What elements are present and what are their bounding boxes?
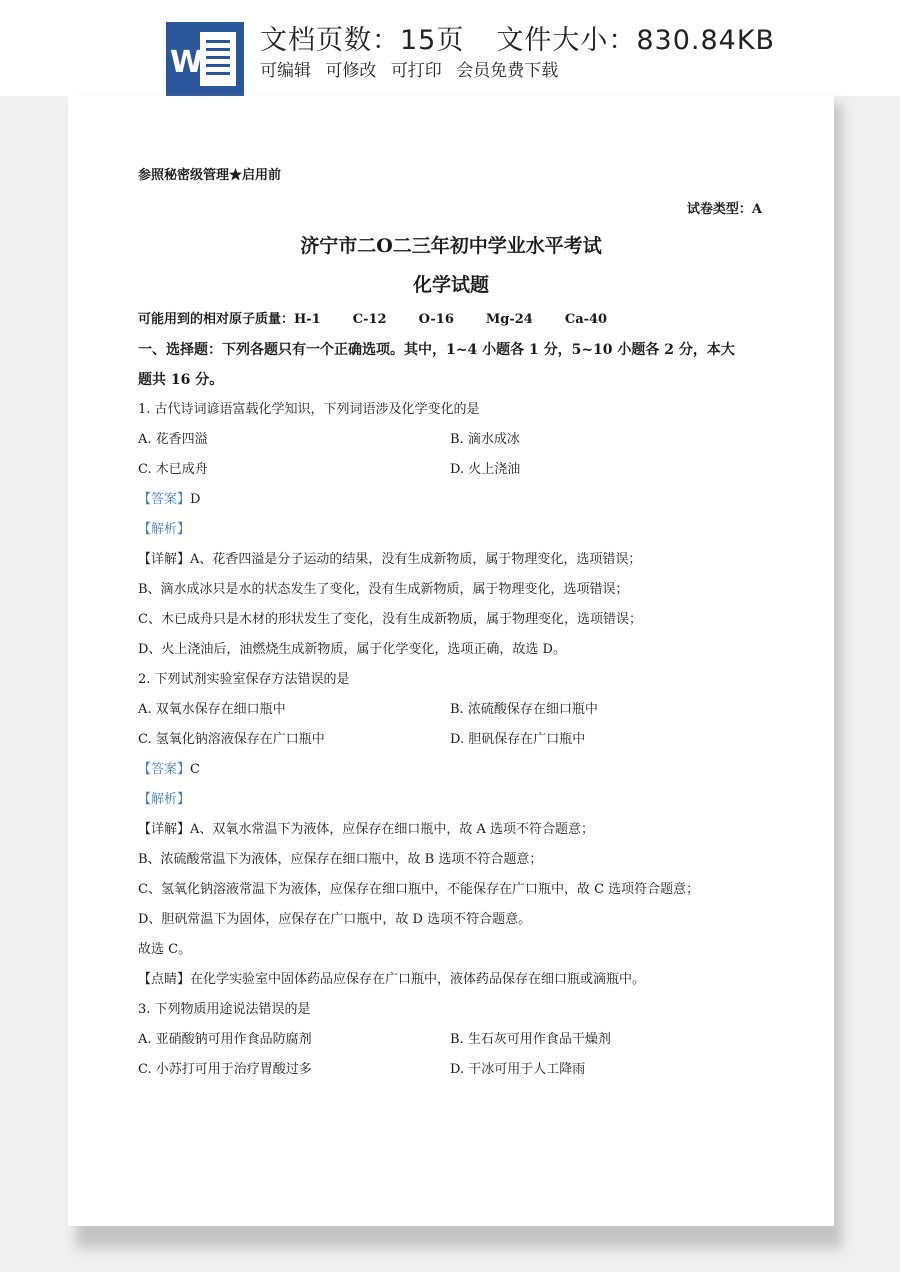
page-subtitle: 化学试题: [412, 274, 489, 296]
question-3-option-b: B. 生石灰可用作食品干燥剂: [450, 1032, 611, 1047]
question-2-option-d: D. 胆矾保存在广口瓶中: [450, 732, 586, 747]
question-1-option-a: A. 花香四溢: [138, 432, 208, 447]
feature-free-download: 会员免费下载: [456, 61, 559, 81]
answer-tag: 【答案】: [138, 492, 191, 507]
answer-value: C: [190, 762, 200, 777]
question-1-analysis-tag: 【解析】: [138, 522, 191, 537]
page-count: 文档页数：15页: [260, 25, 465, 56]
atomic-masses-label: 可能用到的相对原子质量：H-1: [138, 312, 321, 327]
security-level: 参照秘密级管理★启用前: [138, 168, 282, 183]
question-1-option-d: D. 火上浇油: [450, 462, 521, 477]
page-title: 济宁市二O二三年初中学业水平考试: [300, 235, 602, 257]
mass-mg: Mg-24: [485, 312, 533, 327]
atomic-masses: [138, 312, 607, 328]
question-3-option-c: C. 小苏打可用于治疗胃酸过多: [138, 1062, 312, 1077]
question-3-stem: 3. 下列物质用途说法错误的是: [138, 1002, 311, 1017]
download-banner: [0, 0, 900, 96]
mass-c: C-12: [352, 312, 387, 327]
file-info: [260, 18, 775, 57]
question-1-detail-1: [138, 552, 641, 568]
feature-editable: 可编辑: [260, 61, 311, 81]
question-2-option-a: A. 双氧水保存在细口瓶中: [138, 702, 286, 717]
question-3-option-a: A. 亚硝酸钠可用作食品防腐剂: [138, 1032, 312, 1047]
question-2-detail-4: D、胆矾常温下为固体，应保存在广口瓶中，故 D 选项不符合题意。: [138, 912, 532, 927]
file-size: 文件大小：830.84KB: [496, 25, 776, 56]
mass-ca: Ca-40: [564, 312, 608, 327]
question-1-answer: [138, 492, 200, 508]
detail-tag: 【详解】: [138, 552, 191, 567]
question-1-detail-3: C、木已成舟只是木材的形状发生了变化，没有生成新物质，属于物理变化，选项错误；: [138, 612, 642, 627]
question-2-option-b: B. 浓硫酸保存在细口瓶中: [450, 702, 598, 717]
question-1-detail-2: B、滴水成冰只是水的状态发生了变化，没有生成新物质，属于物理变化，选项错误；: [138, 582, 629, 597]
question-2-stem: 2. 下列试剂实验室保存方法错误的是: [138, 672, 350, 687]
detail-tag: 【详解】: [138, 822, 191, 837]
question-1-option-c: C. 木已成舟: [138, 462, 208, 477]
feature-modifiable: 可修改: [325, 61, 377, 81]
answer-tag: 【答案】: [138, 762, 191, 777]
question-2-answer: [138, 762, 200, 778]
section-heading-cont: 题共 16 分。: [138, 372, 224, 388]
svg-text:W: W: [170, 45, 204, 80]
question-2-comment: [138, 972, 645, 988]
comment-tag: 【点睛】: [138, 972, 191, 987]
section-heading: 一、选择题：下列各题只有一个正确选项。其中，1~4 小题各 1 分，5~10 小题各 2 分，本大: [138, 342, 735, 358]
question-1-option-b: B. 滴水成冰: [450, 432, 520, 447]
question-2-analysis-tag: 【解析】: [138, 792, 191, 807]
question-2-option-c: C. 氢氧化钠溶液保存在广口瓶中: [138, 732, 325, 747]
comment-text: 在化学实验室中固体药品应保存在广口瓶中，液体药品保存在细口瓶或滴瓶中。: [190, 972, 646, 987]
question-1-detail-4: D、火上浇油后，油燃烧生成新物质，属于化学变化，选项正确，故选 D。: [138, 642, 566, 657]
mass-o: O-16: [418, 312, 454, 327]
feature-list: [260, 56, 567, 81]
question-3-option-d: D. 干冰可用于人工降雨: [450, 1062, 586, 1077]
question-2-detail-2: B、浓硫酸常温下为液体，应保存在细口瓶中，故 B 选项不符合题意；: [138, 852, 543, 867]
document-page: [68, 96, 834, 1226]
question-2-detail-3: C、氢氧化钠溶液常温下为液体，应保存在细口瓶中，不能保存在广口瓶中，故 C 选项符合题意；: [138, 882, 700, 897]
detail-text: A、花香四溢是分子运动的结果，没有生成新物质，属于物理变化，选项错误；: [190, 552, 642, 567]
question-1-stem: 1. 古代诗词谚语富载化学知识，下列词语涉及化学变化的是: [138, 402, 480, 417]
word-document-icon: [166, 22, 244, 96]
paper-type: 试卷类型：A: [686, 202, 762, 217]
answer-value: D: [190, 492, 201, 507]
feature-printable: 可打印: [390, 61, 442, 81]
question-2-conclusion: 故选 C。: [138, 942, 192, 957]
detail-text: A、双氧水常温下为液体，应保存在细口瓶中，故 A 选项不符合题意；: [190, 822, 595, 837]
question-2-detail-1: [138, 822, 594, 838]
